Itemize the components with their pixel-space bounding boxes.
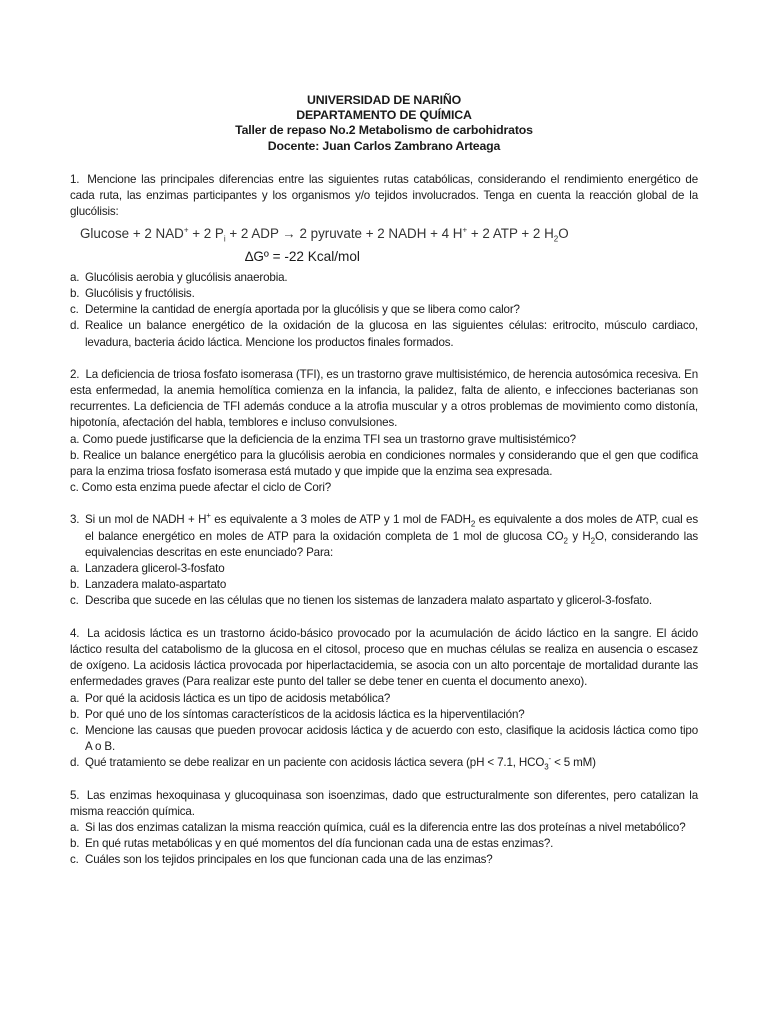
question-number: 1.	[70, 172, 80, 186]
list-item	[70, 723, 698, 755]
workshop-title: Taller de repaso No.2 Metabolismo de carbohidratos	[235, 123, 533, 138]
list-item	[70, 448, 698, 480]
item-text: Determine la cantidad de energía aportada por la glucólisis y que se libera como calor?	[85, 303, 520, 317]
item-text: Si las dos enzimas catalizan la misma reacción química, cuál es la diferencia entre las dos proteínas a nivel metabólico?	[85, 820, 686, 834]
item-letter: a.	[70, 432, 80, 446]
list-item	[70, 318, 698, 350]
item-letter: c.	[70, 481, 79, 495]
equation-part: Glucose + 2 NAD	[80, 226, 184, 242]
list-item	[70, 302, 698, 318]
item-letter: c.	[70, 853, 79, 867]
item-body: Como esta enzima puede afectar el ciclo de Cori?	[81, 481, 332, 495]
text-part: es equivalente a 3 moles de ATP y 1 mol de FADH	[210, 513, 471, 527]
question-3-stem	[70, 512, 698, 561]
item-letter: c.	[70, 723, 79, 737]
list-item	[70, 593, 698, 609]
text-part: y H	[567, 529, 591, 543]
list-item	[70, 270, 698, 286]
question-2-stem	[70, 367, 698, 432]
item-letter: b.	[70, 707, 80, 721]
item-text: En qué rutas metabólicas y en qué momentos del día funcionan cada una de estas enzimas?.	[85, 837, 554, 851]
list-item	[70, 852, 698, 868]
item-letter: d.	[70, 756, 80, 770]
item-text: Cuáles son los tejidos principales en los que funcionan cada una de las enzimas?	[85, 853, 493, 867]
item-letter: d.	[70, 319, 80, 333]
department-name: DEPARTAMENTO DE QUÍMICA	[296, 108, 472, 123]
text-sup: -	[548, 754, 552, 764]
list-item	[70, 432, 698, 448]
text-part: es equivalente a dos moles de ATP, cual es el balance energético en moles de ATP para la oxidación completa de 1 mol de glucosa CO	[85, 513, 698, 543]
item-text: Lanzadera glicerol-3-fosfato	[85, 562, 225, 576]
list-item	[70, 561, 698, 577]
item-text: Glucólisis y fructólisis.	[85, 287, 195, 301]
question-2	[70, 367, 698, 497]
equation-sup: +	[462, 225, 468, 235]
text-part: Si un mol de NADH + H	[85, 513, 207, 527]
question-text: La acidosis láctica es un trastorno ácido-básico provocado por la acumulación de ácido láctico en la sangre. El ácido láctico resulta del catabolismo de la glucosa en el citosol, proceso que en muchas células se realiza en ausencia o escasez de oxígeno. La acidosis láctica provocada por hiperlactacidemia, se asocia con un alto porcentaje de mortalidad durante las enfermedades graves (Para realizar este punto del taller se debe tener en cuenta el documento anexo).	[70, 626, 698, 689]
question-1	[70, 172, 698, 351]
list-item	[70, 286, 698, 302]
item-text	[70, 432, 698, 448]
text-part: O, considerando las equivalencias descritas en este enunciado? Para:	[85, 529, 699, 559]
glycolysis-equation	[80, 225, 698, 245]
document-header	[70, 93, 698, 154]
item-letter: b.	[70, 578, 80, 592]
question-2-items	[70, 432, 698, 497]
delta-g-value: ∆Gº = -22 Kcal/mol	[245, 248, 360, 264]
equation-part: + 2 P	[188, 226, 224, 242]
question-4-stem	[70, 626, 698, 691]
list-item	[70, 480, 698, 496]
item-text: Realice un balance energético de la oxidación de la glucosa en las siguientes células: eritrocito, músculo cardiaco, levadura, bacteria ácido láctica. Mencione los productos finales formados.	[85, 319, 698, 349]
item-letter: b.	[70, 837, 80, 851]
item-body: Como puede justificarse que la deficiencia de la enzima TFI sea un trastorno grave multisistémico?	[82, 432, 576, 446]
item-letter: c.	[70, 303, 79, 317]
list-item	[70, 755, 698, 771]
item-body: Realice un balance energético para la glucólisis aerobia en condiciones normales y considerando que el gen que codifica para la enzima triosa fosfato isomerasa está mutado y que impide que la enzima sea expresada.	[70, 448, 698, 479]
question-1-stem	[70, 172, 698, 221]
question-4	[70, 626, 698, 772]
equation-part: + 2 ADP → 2 pyruvate + 2 NADH + 4 H	[225, 226, 463, 242]
text-part: < 5 mM)	[551, 756, 596, 770]
question-1-items	[70, 270, 698, 351]
document-page	[70, 93, 698, 885]
question-text: Mencione las principales diferencias entre las siguientes rutas catabólicas, considerando el rendimiento energético de cada ruta, las enzimas participantes y los organismos y/o tejidos involucrados. Tenga en cuenta la reacción global de la glucólisis:	[70, 172, 698, 219]
item-letter: c.	[70, 594, 79, 608]
item-text: Por qué uno de los síntomas característicos de la acidosis láctica es la hiperventilación?	[85, 707, 525, 721]
question-text: Las enzimas hexoquinasa y glucoquinasa son isoenzimas, dado que estructuralmente son diferentes, pero catalizan la misma reacción química.	[70, 788, 698, 818]
item-letter: a.	[70, 691, 80, 705]
equation-sub: i	[223, 235, 226, 245]
question-number: 3.	[70, 513, 80, 527]
question-3-items	[70, 561, 698, 610]
text-part: Qué tratamiento se debe realizar en un paciente con acidosis láctica severa (pH < 7.1, HCO	[85, 756, 545, 770]
text-sup: +	[206, 511, 211, 521]
list-item	[70, 707, 698, 723]
text-sub: 2	[470, 519, 476, 529]
list-item	[70, 836, 698, 852]
text-sub: 2	[590, 535, 595, 545]
equation-part: O	[558, 226, 569, 242]
equation-sub: 2	[553, 235, 559, 245]
list-item	[70, 691, 698, 707]
question-text: La deficiencia de triosa fosfato isomerasa (TFI), es un trastorno grave multisistémico, de herencia autosómica recesiva. En esta enfermedad, la anemia hemolítica comienza en la infancia, la palidez, falta de aliento, e infecciones bacterianas son recurrentes. La deficiencia de TFI además conduce a la atrofia muscular y a otros problemas de movimiento como distonía, hipotonía, afectación del habla, temblores e incluso convulsiones.	[70, 367, 698, 430]
question-number: 4.	[70, 626, 80, 640]
text-sub: 2	[563, 535, 568, 545]
item-text: Por qué la acidosis láctica es un tipo de acidosis metabólica?	[85, 691, 391, 705]
question-4-items	[70, 691, 698, 772]
question-5-items	[70, 820, 698, 869]
item-letter: a.	[70, 270, 80, 284]
item-text	[70, 480, 698, 496]
item-letter: a.	[70, 562, 80, 576]
item-text: Glucólisis aerobia y glucólisis anaerobia.	[85, 270, 288, 284]
question-3-stem-list	[70, 512, 698, 561]
text-sub: 3	[544, 762, 549, 772]
question-3	[70, 512, 698, 609]
list-item	[70, 577, 698, 593]
item-text	[70, 448, 698, 480]
item-letter: b.	[70, 448, 80, 462]
item-text: Lanzadera malato-aspartato	[85, 578, 227, 592]
list-item	[70, 820, 698, 836]
item-text: Describa que sucede en las células que no tienen los sistemas de lanzadera malato aspartato y glicerol-3-fosfato.	[85, 594, 652, 608]
teacher-name: Docente: Juan Carlos Zambrano Arteaga	[267, 138, 501, 153]
equation-sup: +	[183, 225, 189, 235]
question-number: 5.	[70, 788, 80, 802]
university-name: UNIVERSIDAD DE NARIÑO	[307, 93, 461, 107]
question-number: 2.	[70, 367, 80, 381]
equation-part: + 2 ATP + 2 H	[467, 226, 554, 242]
question-text	[85, 512, 698, 561]
item-text: Mencione las causas que pueden provocar acidosis láctica y de acuerdo con esto, clasifique la acidosis láctica como tipo A o B.	[85, 723, 698, 754]
item-letter: b.	[70, 287, 80, 301]
item-letter: a.	[70, 820, 80, 834]
question-5	[70, 788, 698, 869]
item-text	[85, 755, 698, 771]
question-5-stem	[70, 788, 698, 820]
